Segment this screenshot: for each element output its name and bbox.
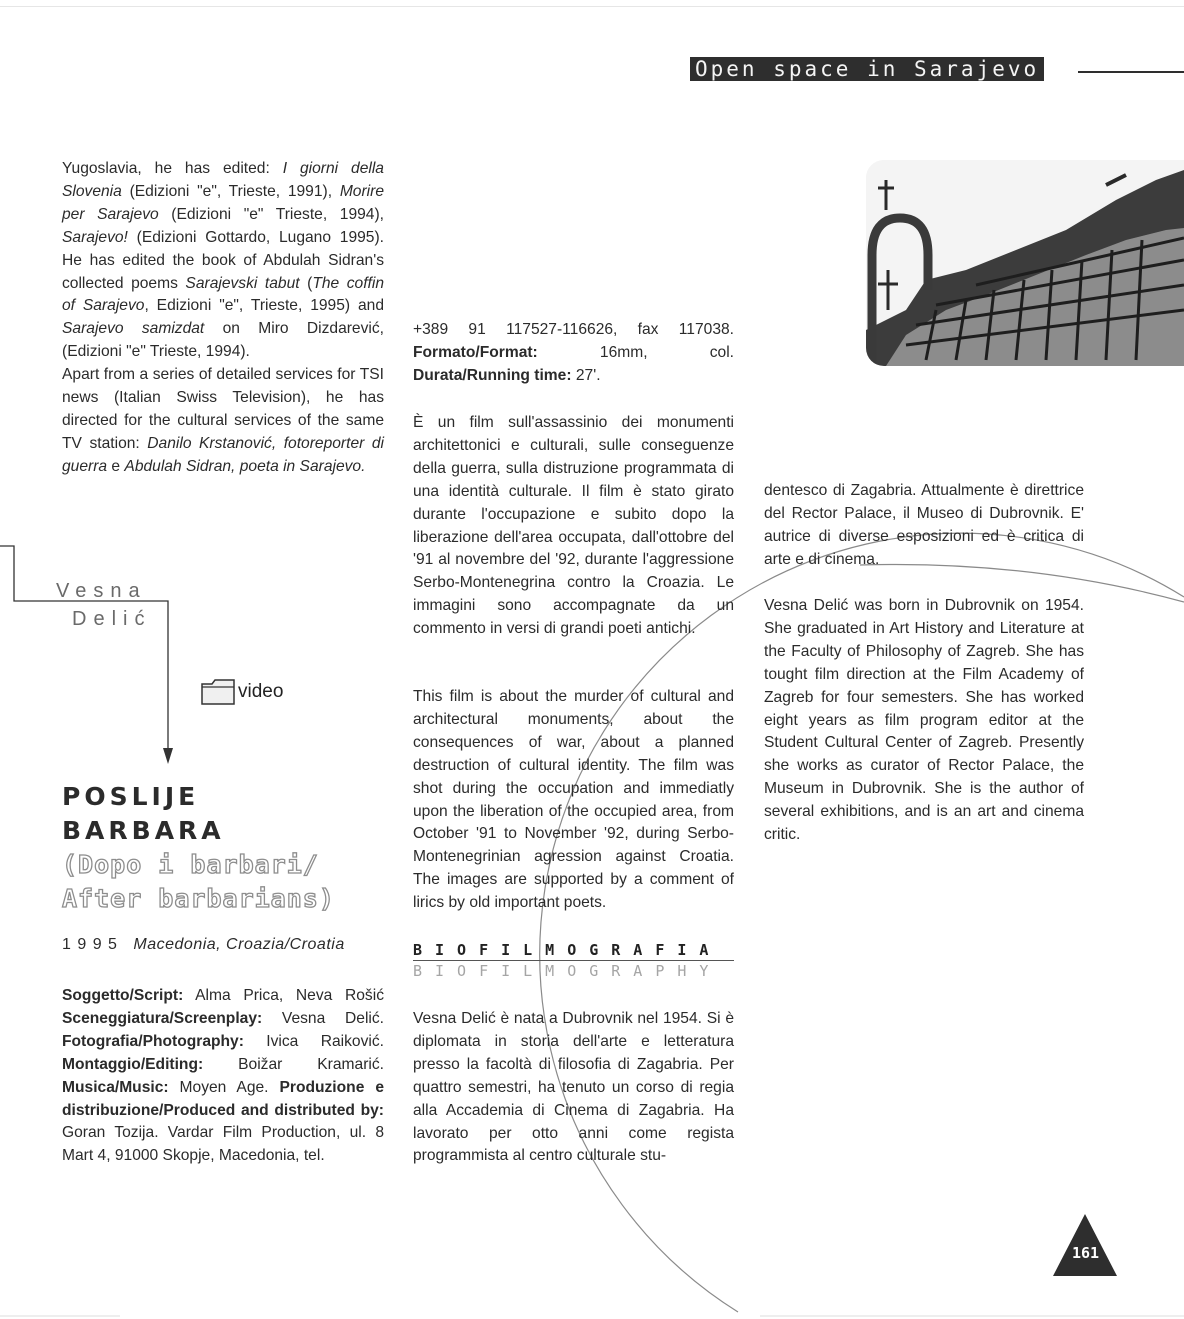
bio-run-italic: Abdulah Sidran, poeta in Sarajevo. — [124, 457, 366, 475]
bio-run-italic: Morire per Sarajevo — [62, 182, 384, 223]
film-credits — [62, 985, 384, 1168]
bio-en-paragraph: Vesna Delić was born in Dubrovnik on 1954. She graduated in Art History and Literature at the Faculty of Philosophy of Zagreb. She has tought film direction at the Film Academy of Zagreb for four semesters. She has worked eight years as film program editor at the Student Cultural Center of Zagreb. Presently she works as curator of Rector Palace, the Museum in Dubrovnik. She is the author of several exhibitions, and is an art and cinema critic. — [764, 597, 1084, 844]
synopsis-en-paragraph: This film is about the murder of cultural and architectural monuments, about the consequences of war, about a planned destruction of cultural identity. The film was shot during the occupation and immediatly upon the liberation of the occupied area, from October '91 to November '92, during Serbo-Montenegrinian agression against Croatia. The images are supported by a comment of lirics by old important poets. — [413, 688, 734, 912]
bio-italian-start — [413, 1008, 734, 1168]
credit-run-bold: Soggetto/Script: — [62, 987, 184, 1004]
bio-paragraph-1 — [62, 158, 384, 364]
credit-run-text: Boižar Kramarić. — [203, 1055, 384, 1073]
credit-run-bold: Musica/Music: — [62, 1078, 169, 1096]
credit-run-bold: Montaggio/Editing: — [62, 1055, 204, 1073]
bio-paragraph-2 — [62, 364, 384, 479]
synopsis-italian — [413, 412, 734, 641]
credit-run-bold: Sceneggiatura/Screenplay: — [62, 1009, 263, 1027]
bio-run-italic: Danilo Krstanović, fotoreporter di guerra — [62, 434, 384, 475]
credit-run-bold: Fotografia/Photography: — [62, 1032, 244, 1050]
credit-run-text: Vesna Delić. — [262, 1009, 384, 1027]
credits-paragraph — [62, 985, 384, 1168]
author-connector-line — [0, 546, 168, 748]
film-title-line-2: BARBARA — [62, 816, 225, 845]
bio-run-italic: Sarajevo samizdat — [62, 320, 205, 338]
credit-run-text: Goran Tozija. Vardar Film Production, ul. 8 Mart 4, 91000 Skopje, Macedonia, tel. — [62, 1124, 384, 1165]
film-title — [62, 780, 392, 848]
credit-run-bold: Produzione e distribuzione/Produced and distributed by: — [62, 1078, 384, 1119]
video-link[interactable] — [200, 678, 283, 706]
film-year-country — [62, 936, 345, 954]
synopsis-english — [413, 686, 734, 915]
bio-run-text: (Edizioni "e", Trieste, 1991), — [121, 182, 340, 200]
bio-run-text: , Edizioni "e", Trieste, 1995) and — [144, 297, 384, 315]
video-label: video — [238, 681, 284, 702]
film-title-line-1: POSLIJE — [62, 782, 200, 811]
credit-run-text: Ivica Raiković. — [243, 1032, 384, 1050]
credit-run-text: Moyen Age. — [168, 1078, 280, 1096]
format-paragraph — [413, 319, 734, 388]
synopsis-it-paragraph: È un film sull'assassinio dei monumenti architettonici e culturali, sulle conseguenze della guerra, sulla distruzione programmata di una identità culturale. Il film è stato girato durante l'occupazione e subito dopo la liberazione dell'area occupata, dall'ottobre del '91 al novembre del '92, durante l'aggressione Serbo-Montenegrina contro la Croazia. Le immagini sono accompagnate da un commento in versi di grandi poeti antichi. — [413, 414, 734, 638]
bio-run-text: (Edizioni "e" Trieste, 1994), — [158, 205, 384, 223]
bio-run-text: Apart from a series of detailed services for TSI news (Italian Swiss Television), he has directed for the cultural services of the same TV station: — [62, 366, 384, 452]
column-2-text — [413, 319, 734, 388]
header-rule — [1078, 71, 1184, 73]
page-header-title: Open space in Sarajevo — [690, 57, 1044, 81]
page-number: 161 — [1072, 1244, 1100, 1262]
film-subtitle-line-2: After barbarians) — [62, 884, 335, 913]
format-run-bold: Durata/Running time: — [413, 366, 572, 384]
column-1-text — [62, 158, 384, 479]
credit-run-text: Alma Prica, Neva Rošić — [183, 987, 384, 1004]
film-country: Macedonia, Croazia/Croatia — [133, 936, 345, 953]
church-ruins-photo — [866, 160, 1184, 366]
bio-heading-rule — [413, 960, 734, 961]
format-run-bold: Formato/Format: — [413, 343, 538, 361]
bio-run-italic: I giorni della Slovenia — [62, 160, 384, 200]
bio-run-italic: Sarajevski tabut — [185, 274, 300, 292]
bio-run-italic: Sarajevo! — [62, 228, 128, 246]
film-year: 1 9 9 5 — [62, 936, 118, 953]
biofilmography-heading: BIOFILMOGRAPHY — [413, 962, 722, 980]
format-run-text: +389 91 117527-116626, fax 117038. — [413, 321, 734, 338]
film-subtitle — [62, 848, 392, 916]
bio-run-italic: The coffin of Sarajevo — [62, 274, 384, 315]
bio-run-text: ( — [299, 274, 313, 292]
bio-run-text: on Miro Dizdarević, (Edizioni "e" Trieste, 1994). — [62, 320, 384, 361]
folder-icon — [200, 678, 236, 706]
bio-run-text: Yugoslavia, he has edited: — [62, 160, 283, 177]
bio-it-paragraph: Vesna Delić è nata a Dubrovnik nel 1954. Si è diplomata in storia dell'arte e letteratura presso la facoltà di filosofia di Zagabria. Per quattro semestri, ha tenuto un corso di regia alla Accademia di Cinema di Zagabria. Ha lavorato per otto anni come regista programmista al centro culturale stu- — [413, 1010, 734, 1165]
author-last-name: Delić — [72, 608, 152, 630]
bio-run-text: e — [107, 457, 125, 475]
biofilmografia-heading: BIOFILMOGRAFIA — [413, 941, 722, 959]
bio-italian-end — [764, 480, 1084, 572]
bio-it-continued: dentesco di Zagabria. Attualmente è direttrice del Rector Palace, il Museo di Dubrovnik. E' autrice di diverse esposizioni ed è critica di arte e di cinema. — [764, 482, 1084, 568]
bio-run-text: (Edizioni Gottardo, Lugano 1995). He has edited the book of Abdulah Sidran's collected poems — [62, 228, 384, 292]
arrow-down-icon — [163, 748, 173, 764]
author-first-name: Vesna — [56, 580, 147, 602]
film-subtitle-line-1: (Dopo i barbari/ — [62, 850, 319, 879]
bio-english — [764, 595, 1084, 847]
format-run-text: 16mm, col. — [537, 343, 734, 361]
format-run-text: 27'. — [571, 366, 601, 384]
